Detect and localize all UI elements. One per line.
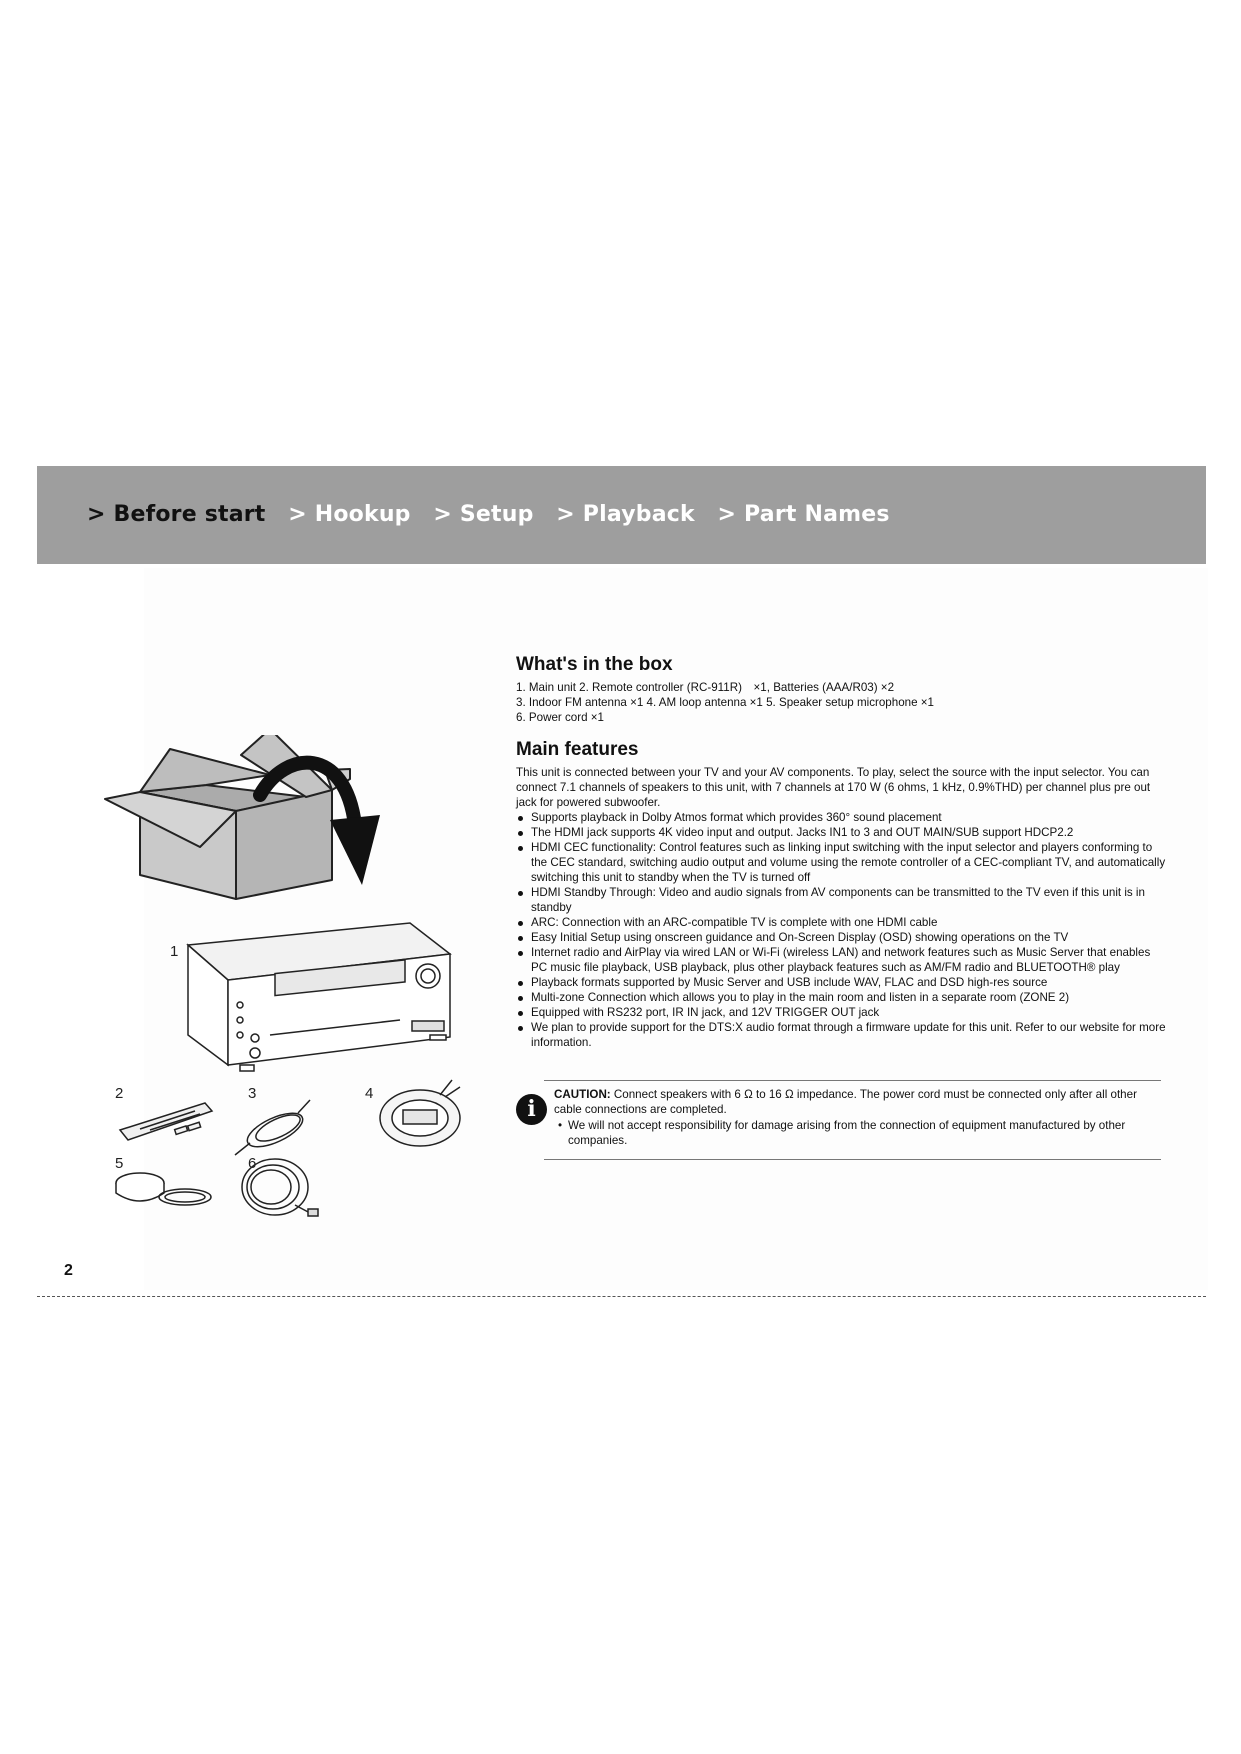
feature-item: Internet radio and AirPlay via wired LAN or Wi-Fi (wireless LAN) and network features such as Music Server that enables PC music file playback, USB playback, plus other playback features such as AM/FM radio and BLUETOOTH® play [516, 945, 1166, 975]
nav-separator: > [288, 502, 307, 527]
feature-item: Easy Initial Setup using onscreen guidance and On-Screen Display (OSD) showing operations on the TV [516, 930, 1166, 945]
caution-note-text: We will not accept responsibility for damage arising from the connection of equipment manufactured by other companies. [568, 1119, 1126, 1147]
item-number-4: 4 [365, 1085, 374, 1102]
nav-link-label: Hookup [314, 502, 411, 527]
nav-link-part-names[interactable] [710, 502, 890, 527]
box-contents-line: 1. Main unit 2. Remote controller (RC-911R) ×1, Batteries (AAA/R03) ×2 [516, 681, 895, 694]
feature-item: Equipped with RS232 port, IR IN jack, and 12V TRIGGER OUT jack [516, 1005, 1166, 1020]
info-icon: i [516, 1094, 547, 1125]
nav-link-setup[interactable] [426, 502, 542, 527]
caution-text [554, 1087, 1160, 1148]
caution-note [554, 1118, 1160, 1148]
nav-link-label: Before start [113, 502, 266, 527]
av-receiver-icon [188, 923, 450, 1071]
page-number: 2 [64, 1262, 73, 1279]
feature-item: Supports playback in Dolby Atmos format which provides 360° sound placement [516, 810, 1166, 825]
box-contents-list [516, 680, 1166, 725]
item-number-2: 2 [115, 1085, 124, 1102]
caution-block [516, 1080, 1161, 1160]
feature-item: Playback formats supported by Music Server and USB include WAV, FLAC and DSD high-res source [516, 975, 1166, 990]
nav-link-label: Setup [459, 502, 534, 527]
item-number-6: 6 [248, 1155, 257, 1172]
item-number-3: 3 [248, 1085, 257, 1102]
feature-item: HDMI CEC functionality: Control features such as linking input switching with the input selector and players conforming to the CEC standard, switching audio output and volume using the remote controller of a CEC-compliant TV, and automatically switching this unit to standby when the TV is turned off [516, 840, 1166, 885]
page-bottom-divider [37, 1296, 1206, 1297]
nav-separator: > [556, 502, 575, 527]
fm-antenna-icon [235, 1100, 310, 1155]
nav-link-hookup[interactable] [280, 502, 418, 527]
text-column [516, 654, 1166, 1050]
box-section-title: What's in the box [516, 654, 673, 675]
chapter-nav-bar [37, 466, 1206, 564]
caution-label: CAUTION: [554, 1088, 611, 1101]
feature-item: The HDMI jack supports 4K video input and output. Jacks IN1 to 3 and OUT MAIN/SUB support HDCP2.2 [516, 825, 1166, 840]
feature-item: We plan to provide support for the DTS:X audio format through a firmware update for this unit. Refer to our website for more information. [516, 1020, 1166, 1050]
divider [544, 1159, 1161, 1160]
main-features-section [516, 739, 1166, 1050]
feature-list [516, 810, 1166, 1050]
nav-link-before-start[interactable] [87, 502, 273, 527]
box-contents-illustration [100, 735, 520, 1235]
remote-controller-icon [120, 1103, 212, 1140]
feature-item: HDMI Standby Through: Video and audio signals from AV components can be transmitted to the TV even if this unit is in standby [516, 885, 1166, 915]
nav-separator: > [87, 502, 106, 527]
nav-link-label: Part Names [744, 502, 890, 527]
am-loop-antenna-icon [380, 1080, 460, 1146]
setup-microphone-icon [116, 1173, 211, 1205]
bullet-marker: • [558, 1119, 563, 1132]
box-contents-line: 6. Power cord ×1 [516, 711, 604, 724]
features-section-title: Main features [516, 739, 639, 760]
item-number-5: 5 [115, 1155, 124, 1172]
features-intro: This unit is connected between your TV and your AV components. To play, select the source with the input selector. You can connect 7.1 channels of speakers to this unit, with 7 channels at 170 W (6 ohms, 1 kHz, 0.9%THD) per channel plus pre out jack for powered subwoofer. [516, 766, 1151, 809]
caution-main [554, 1087, 1160, 1117]
divider [544, 1080, 1161, 1081]
box-contents-line: 3. Indoor FM antenna ×1 4. AM loop antenna ×1 5. Speaker setup microphone ×1 [516, 696, 934, 709]
caution-body: Connect speakers with 6 Ω to 16 Ω impedance. The power cord must be connected only after all other cable connections are completed. [554, 1088, 1137, 1116]
nav-link-label: Playback [582, 502, 695, 527]
feature-item: ARC: Connection with an ARC-compatible TV is complete with one HDMI cable [516, 915, 1166, 930]
feature-item: Multi-zone Connection which allows you to play in the main room and listen in a separate room (ZONE 2) [516, 990, 1166, 1005]
nav-link-playback[interactable] [548, 502, 702, 527]
breadcrumb [87, 502, 890, 527]
item-number-1: 1 [170, 943, 179, 960]
nav-separator: > [717, 502, 737, 527]
nav-separator: > [433, 502, 452, 527]
